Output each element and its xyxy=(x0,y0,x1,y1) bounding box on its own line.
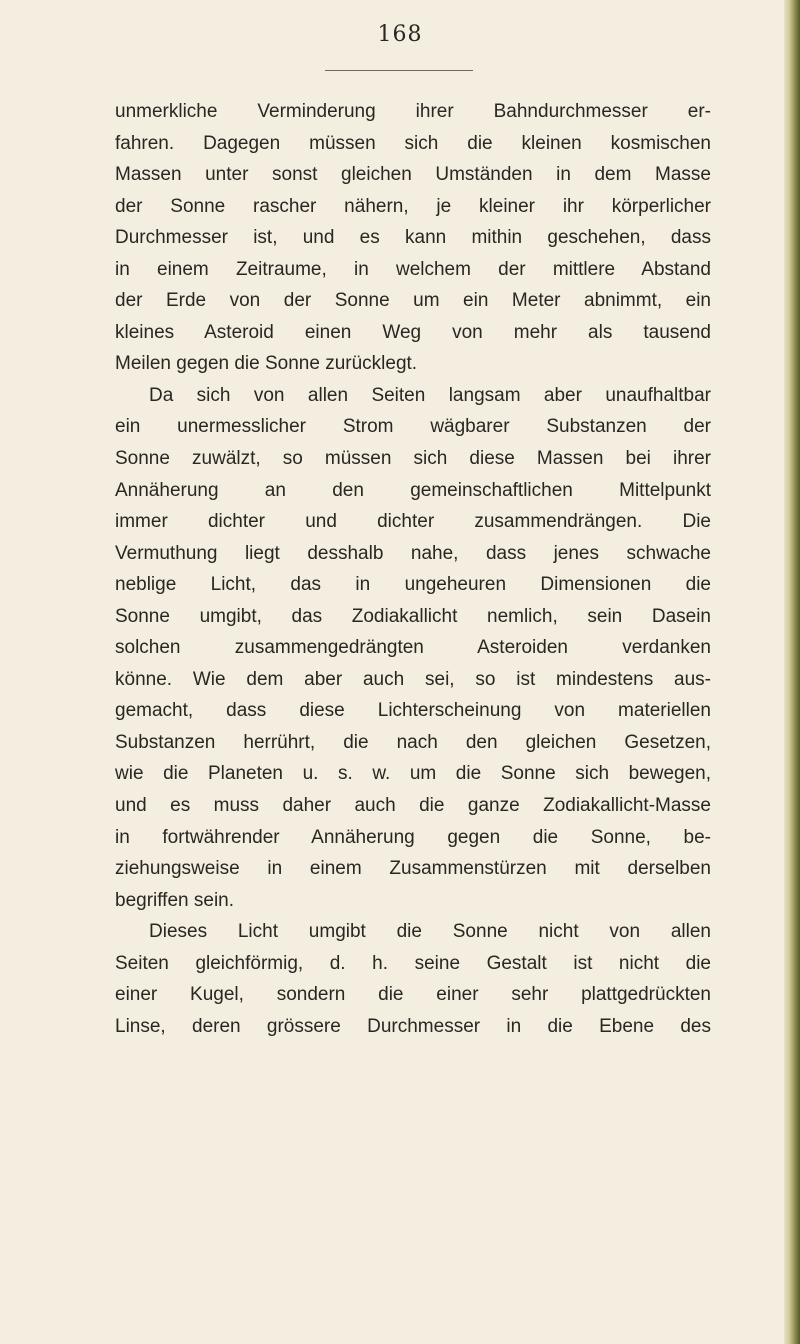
text-line: Linse, deren grössere Durchmesser in die Ebene des xyxy=(115,1015,711,1037)
text-line: solchen zusammengedrängten Asteroiden verdanken xyxy=(115,637,711,659)
text-line: neblige Licht, das in ungeheuren Dimensionen die xyxy=(115,574,711,596)
text-line: unmerkliche Verminderung ihrer Bahndurchmesser er- xyxy=(115,101,711,122)
text-line: Sonne umgibt, das Zodiakallicht nemlich, sein Dasein xyxy=(115,605,711,627)
text-line: in einem Zeitraume, in welchem der mittlere Abstand xyxy=(115,258,711,280)
text-line: der Erde von der Sonne um ein Meter abnimmt, ein xyxy=(115,290,711,312)
text-line: begriffen sein. xyxy=(115,889,235,911)
page-edge-shadow xyxy=(784,0,800,1344)
text-line: Durchmesser ist, und es kann mithin geschehen, dass xyxy=(115,227,711,249)
text-line: Vermuthung liegt desshalb nahe, dass jenes schwache xyxy=(115,542,711,564)
text-line: immer dichter und dichter zusammendrängen. Die xyxy=(115,511,711,533)
text-line: der Sonne rascher nähern, je kleiner ihr körperlicher xyxy=(115,195,711,217)
body-text xyxy=(115,96,711,1042)
text-line: in fortwährender Annäherung gegen die Sonne, be- xyxy=(115,826,711,848)
header-rule xyxy=(325,70,473,71)
text-line: ziehungsweise in einem Zusammenstürzen mit derselben xyxy=(115,858,711,880)
page-number: 168 xyxy=(377,22,423,47)
text-line: Sonne zuwälzt, so müssen sich diese Massen bei ihrer xyxy=(115,448,711,470)
text-line: könne. Wie dem aber auch sei, so ist mindestens aus- xyxy=(115,668,711,690)
text-line: Seiten gleichförmig, d. h. seine Gestalt ist nicht die xyxy=(115,952,711,974)
text-line: Meilen gegen die Sonne zurücklegt. xyxy=(115,353,418,375)
text-line: einer Kugel, sondern die einer sehr plattgedrückten xyxy=(115,984,711,1006)
text-line: gemacht, dass diese Lichterscheinung von materiellen xyxy=(115,700,711,722)
text-line: wie die Planeten u. s. w. um die Sonne sich bewegen, xyxy=(115,763,711,785)
text-line: Annäherung an den gemeinschaftlichen Mittelpunkt xyxy=(115,479,711,501)
text-line: fahren. Dagegen müssen sich die kleinen kosmischen xyxy=(115,132,711,154)
text-line: kleines Asteroid einen Weg von mehr als tausend xyxy=(115,321,711,343)
text-line: Substanzen herrührt, die nach den gleichen Gesetzen, xyxy=(115,731,711,753)
text-line: ein unermesslicher Strom wägbarer Substanzen der xyxy=(115,416,711,438)
text-line: Dieses Licht umgibt die Sonne nicht von allen xyxy=(149,921,711,943)
text-line: Massen unter sonst gleichen Umständen in dem Masse xyxy=(115,164,711,186)
text-line: Da sich von allen Seiten langsam aber unaufhaltbar xyxy=(149,384,711,406)
text-line: und es muss daher auch die ganze Zodiakallicht-Masse xyxy=(115,795,711,817)
